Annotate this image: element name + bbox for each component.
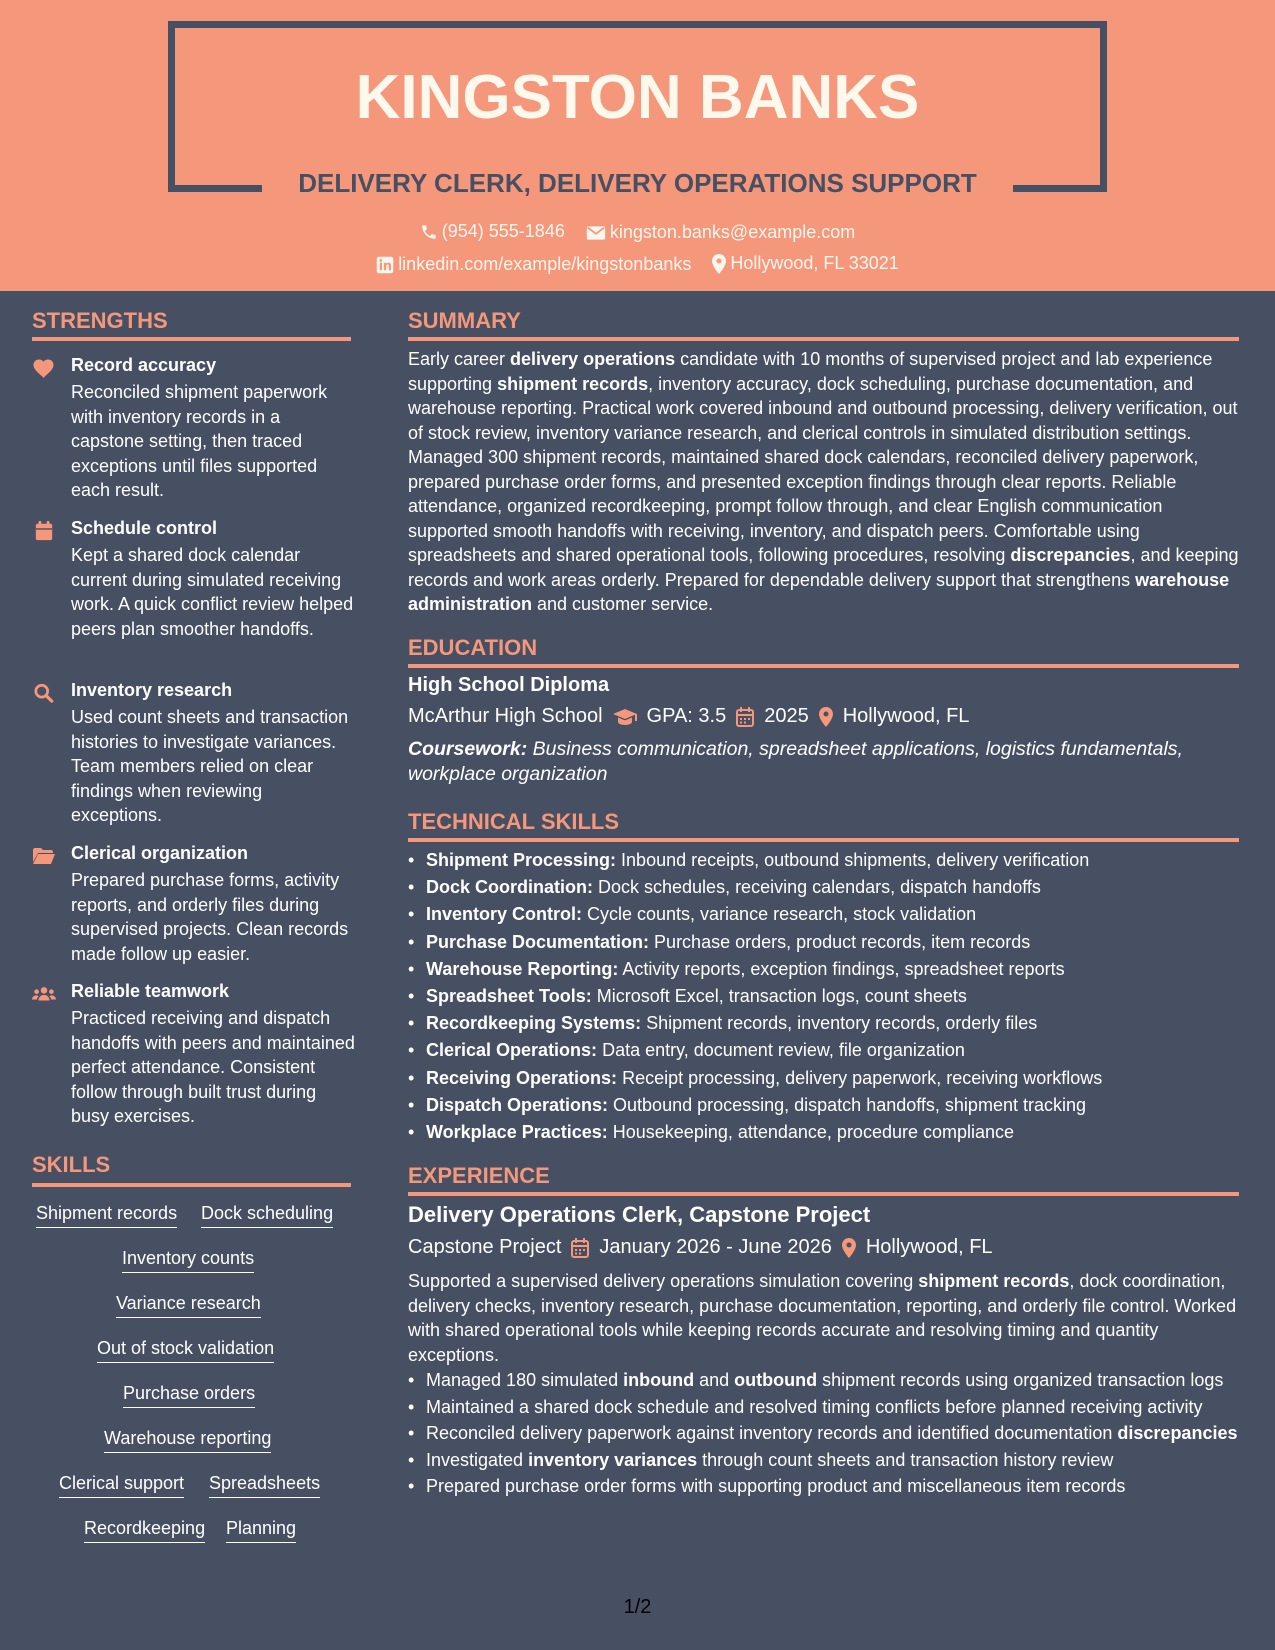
experience-bullet: [408, 1448, 1240, 1473]
email-contact[interactable]: [586, 222, 855, 243]
strength-description: Kept a shared dock calendar current during simulated receiving work. A quick conflict review helped peers plan smoother handoffs.: [71, 545, 354, 639]
skill-values: Shipment records, inventory records, orderly files: [641, 1013, 1038, 1034]
skill-values: Purchase orders, product records, item records: [649, 931, 1031, 952]
skill-tag: Planning: [226, 1518, 296, 1543]
page-number: 1/2: [623, 1596, 652, 1618]
coursework: [408, 737, 1240, 786]
heart-icon: [32, 358, 56, 378]
skill-values: Microsoft Excel, transaction logs, count sheets: [591, 985, 967, 1006]
text-run: Reconciled delivery paperwork against inventory records and identified documentation: [426, 1423, 1118, 1443]
strengths-heading: STRENGTHS: [32, 308, 168, 333]
technical-skill-item: [408, 1093, 1240, 1120]
candidate-name: KINGSTON BANKS: [355, 63, 920, 132]
phone-contact[interactable]: [420, 221, 565, 242]
map-pin-icon: [819, 707, 833, 727]
strength-description: Reconciled shipment paperwork with inventory records in a capstone setting, then traced exceptions until files supported each result.: [71, 382, 328, 500]
graduation-year: 2025: [764, 705, 809, 727]
text-run: , inventory accuracy, dock scheduling, purchase documentation, and warehouse reporting. Practical work covered inbound and outbound processing, delivery verification, out of stock review, inventory variance research, and clerical controls in simulated distribution settings. Managed 300 shipment records, maintained shared dock calendars, reconciled delivery paperwork, prepared purchase order forms, and presented exception findings through clear reports. Reliable attendance, organized recordkeeping, prompt follow through, and clear English communication supported smooth handoffs with receiving, inventory, and dispatch peers. Comfortable using spreadsheets and shared operational tools, following procedures, resolving: [408, 373, 1238, 565]
section-divider: [408, 1192, 1239, 1196]
education-meta: [408, 705, 969, 728]
linkedin-contact[interactable]: [376, 254, 691, 275]
calendar-icon: [32, 521, 56, 541]
strength-item: [32, 680, 352, 830]
calendar-icon: [571, 1238, 589, 1258]
bold-text: inventory variances: [528, 1449, 698, 1470]
skill-tag: Spreadsheets: [209, 1473, 320, 1498]
text-run: Managed 180 simulated: [426, 1370, 624, 1390]
strength-title: Inventory research: [71, 680, 233, 700]
folder-open-icon: [32, 846, 56, 866]
bold-text: inbound: [623, 1370, 695, 1390]
skill-tag: Inventory counts: [122, 1248, 254, 1273]
email-text: kingston.banks@example.com: [609, 222, 856, 242]
coursework-text: Business communication, spreadsheet applications, logistics fundamentals, workplace organization: [408, 738, 1183, 785]
linkedin-text: linkedin.com/example/kingstonbanks: [398, 254, 692, 274]
skill-category: Warehouse Reporting:: [426, 958, 619, 979]
skill-values: Activity reports, exception findings, spreadsheet reports: [618, 958, 1065, 979]
skill-tag: Variance research: [116, 1293, 261, 1318]
skill-values: Inbound receipts, outbound shipments, delivery verification: [616, 850, 1090, 870]
skill-values: Data entry, document review, file organization: [597, 1040, 965, 1061]
section-divider: [408, 337, 1239, 341]
strength-item: [32, 518, 352, 668]
phone-text: (954) 555-1846: [441, 221, 565, 241]
bold-text: shipment records: [918, 1271, 1070, 1291]
strength-title: Clerical organization: [71, 843, 249, 863]
school-location: Hollywood, FL: [842, 705, 970, 727]
skill-values: Cycle counts, variance research, stock validation: [582, 904, 977, 925]
experience-bullet: [408, 1474, 1240, 1499]
contact-row: [0, 253, 1275, 279]
skill-category: Spreadsheet Tools:: [426, 985, 592, 1006]
technical-skill-item: [408, 930, 1240, 957]
bold-text: discrepancies: [1010, 545, 1131, 565]
technical-skill-item: [408, 1066, 1240, 1093]
experience-description: [408, 1269, 1240, 1367]
experience-heading: EXPERIENCE: [408, 1163, 550, 1188]
contact-row: [0, 221, 1275, 246]
text-run: , dock coordination, delivery checks, inventory research, purchase documentation, reporting, and orderly file control. Worked with shared operational tools while keeping records accurate and resolving timing and quantity exceptions.: [408, 1271, 1237, 1365]
technical-skill-item: [408, 902, 1240, 929]
strength-title: Schedule control: [71, 518, 218, 538]
skill-category: Recordkeeping Systems:: [426, 1013, 642, 1034]
bold-text: delivery operations: [510, 349, 676, 369]
school-name: McArthur High School: [408, 705, 603, 727]
text-run: candidate with 10 months of supervised project and lab experience supporting: [408, 349, 1213, 394]
text-run: through count sheets and transaction history review: [697, 1449, 1114, 1470]
graduation-cap-icon: [613, 708, 637, 726]
experience-org: Capstone Project: [408, 1236, 562, 1258]
bold-text: outbound: [734, 1370, 818, 1390]
skill-category: Workplace Practices:: [426, 1121, 608, 1142]
skill-tag: Purchase orders: [123, 1383, 255, 1408]
summary-heading: SUMMARY: [408, 308, 521, 333]
skill-category: Dock Coordination:: [426, 877, 593, 898]
technical-skill-item: [408, 1011, 1240, 1038]
text-run: Maintained a shared dock schedule and resolved timing conflicts before planned receiving activity: [426, 1396, 1203, 1417]
skill-values: Dock schedules, receiving calendars, dispatch handoffs: [593, 877, 1041, 898]
experience-meta: [408, 1236, 993, 1259]
search-icon: [32, 683, 56, 703]
skill-values: Receipt processing, delivery paperwork, receiving workflows: [617, 1067, 1103, 1088]
section-divider: [408, 838, 1239, 842]
strength-item: [32, 355, 352, 505]
experience-bullet: [408, 1368, 1240, 1393]
skill-tag: Shipment records: [36, 1203, 177, 1228]
text-run: Prepared purchase order forms with supporting product and miscellaneous item records: [426, 1476, 1126, 1496]
skill-category: Clerical Operations:: [426, 1040, 598, 1061]
strength-item: [32, 981, 355, 1131]
skill-category: Purchase Documentation:: [426, 931, 650, 952]
experience-bullet: [408, 1395, 1240, 1420]
skill-tag: Out of stock validation: [97, 1338, 274, 1363]
coursework-label: Coursework:: [408, 738, 528, 760]
location-text: Hollywood, FL 33021: [730, 253, 899, 273]
map-pin-icon: [842, 1238, 856, 1258]
skill-values: Housekeeping, attendance, procedure compliance: [607, 1121, 1015, 1142]
bold-text: discrepancies: [1117, 1423, 1238, 1443]
technical-skill-item: [408, 875, 1240, 902]
text-run: and: [694, 1370, 735, 1390]
linkedin-icon: [376, 256, 394, 274]
text-run: shipment records using organized transaction logs: [817, 1370, 1224, 1390]
strength-description: Prepared purchase forms, activity reports, and orderly files during supervised projects. Clean records made follow up easier.: [71, 870, 349, 964]
technical-skill-item: [408, 957, 1240, 984]
strength-description: Used count sheets and transaction histories to investigate variances. Team members relied on clear findings when reviewing exceptions.: [71, 707, 349, 825]
text-run: and customer service.: [532, 594, 714, 614]
skill-tag: Warehouse reporting: [104, 1428, 271, 1453]
location-contact: [712, 253, 898, 274]
section-divider: [32, 337, 351, 341]
experience-bullet: [408, 1421, 1240, 1446]
resume-header: [0, 0, 1275, 291]
technical-skills-heading: TECHNICAL SKILLS: [408, 809, 620, 834]
map-pin-icon: [712, 254, 726, 274]
calendar-icon: [736, 707, 754, 727]
technical-skill-item: [408, 984, 1240, 1011]
section-divider: [408, 664, 1239, 668]
education-degree: High School Diploma: [408, 674, 610, 696]
text-run: Early career: [408, 349, 511, 369]
skill-category: Shipment Processing:: [426, 850, 617, 870]
bold-text: shipment records: [497, 373, 649, 394]
envelope-icon: [586, 225, 606, 241]
skill-tag: Recordkeeping: [84, 1518, 205, 1543]
skill-category: Receiving Operations:: [426, 1067, 618, 1088]
header-frame: [168, 21, 1107, 28]
education-heading: EDUCATION: [408, 635, 538, 660]
skills-heading: SKILLS: [32, 1152, 111, 1177]
text-run: , and keeping records and work areas orderly. Prepared for dependable delivery support that strengthens: [408, 545, 1239, 590]
experience-location: Hollywood, FL: [865, 1236, 993, 1258]
skill-category: Dispatch Operations:: [426, 1094, 609, 1115]
skill-category: Inventory Control:: [426, 904, 582, 925]
experience-dates: January 2026 - June 2026: [599, 1236, 832, 1258]
strength-title: Record accuracy: [71, 355, 217, 375]
phone-icon: [420, 223, 438, 241]
strength-item: [32, 843, 352, 973]
gpa-text: GPA: 3.5: [646, 705, 727, 727]
technical-skills-list: [408, 848, 1240, 1147]
skill-tag: Dock scheduling: [201, 1203, 333, 1228]
skill-tag: Clerical support: [59, 1473, 184, 1498]
strength-description: Practiced receiving and dispatch handoffs with peers and maintained perfect attendance. Consistent follow through built trust during busy exercises.: [71, 1008, 355, 1126]
text-run: Investigated: [426, 1449, 529, 1470]
text-run: Supported a supervised delivery operations simulation covering: [408, 1271, 919, 1291]
experience-role: Delivery Operations Clerk, Capstone Project: [408, 1202, 871, 1227]
bold-text: warehouse administration: [408, 569, 1230, 614]
section-divider: [32, 1183, 351, 1187]
technical-skill-item: [408, 1038, 1240, 1065]
strength-title: Reliable teamwork: [71, 981, 230, 1001]
experience-bullets: [408, 1368, 1240, 1501]
technical-skill-item: [408, 848, 1240, 875]
job-title: DELIVERY CLERK, DELIVERY OPERATIONS SUPPORT: [298, 168, 977, 198]
skill-values: Outbound processing, dispatch handoffs, shipment tracking: [608, 1094, 1086, 1115]
users-icon: [32, 984, 56, 1004]
technical-skill-item: [408, 1120, 1240, 1147]
summary-text: [408, 347, 1240, 617]
